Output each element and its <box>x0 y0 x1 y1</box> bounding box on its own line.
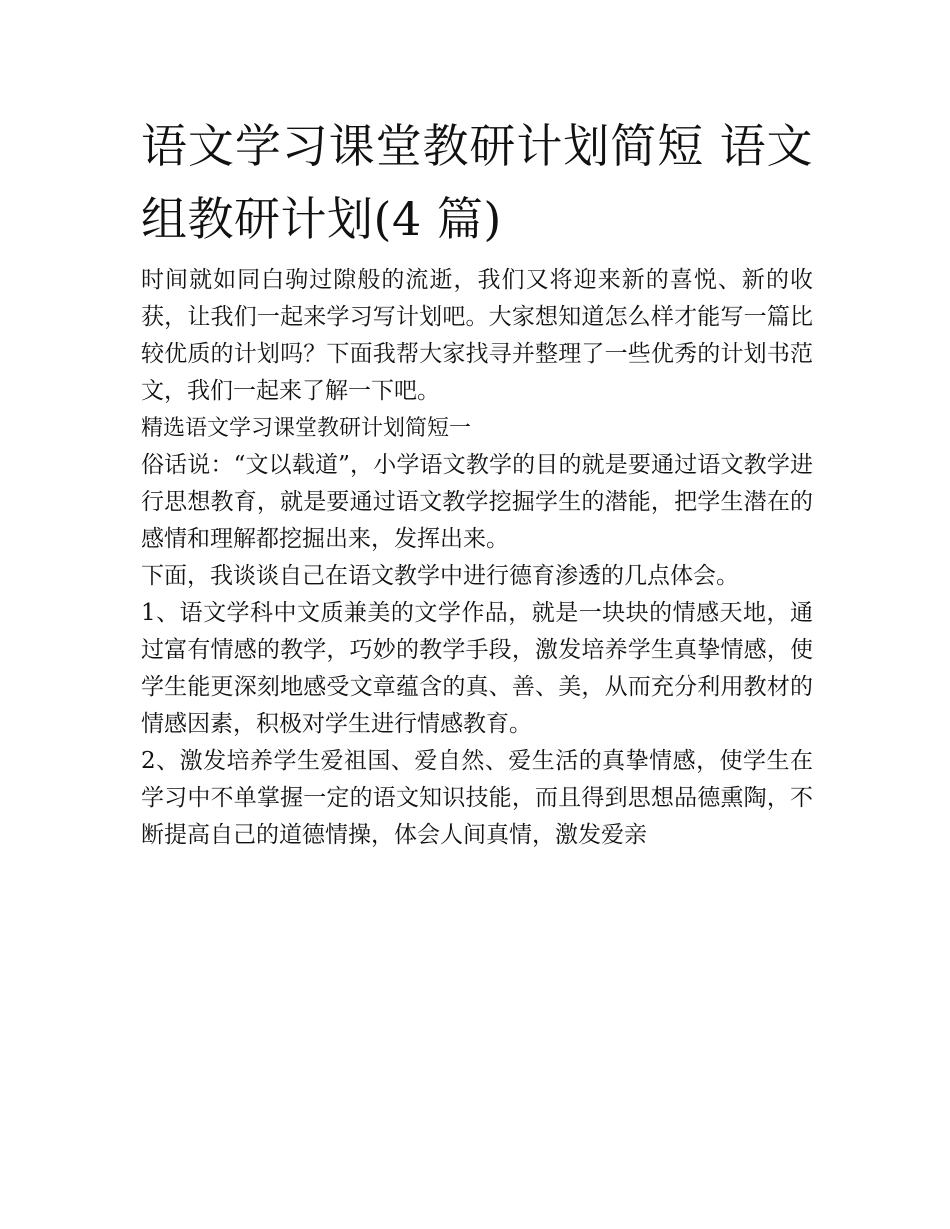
body-paragraph-1: 俗话说：“文以载道”，小学语文教学的目的就是要通过语文教学进行思想教育，就是要通过语文教学挖掘学生的潜能，把学生潜在的感情和理解都挖掘出来，发挥出来。 <box>141 452 813 552</box>
body-paragraph-4: 2、激发培养学生爱祖国、爱自然、爱生活的真挚情感，使学生在学习中不单掌握一定的语文知识技能，而且得到思想品德熏陶，不断提高自己的道德情操，体会人间真情，激发爱亲 <box>141 748 813 848</box>
section-heading: 精选语文学习课堂教研计划简短一 <box>141 416 472 441</box>
body-paragraph-2: 下面，我谈谈自己在语文教学中进行德育渗透的几点体会。 <box>141 563 739 589</box>
document-page <box>141 110 813 854</box>
intro-paragraph: 时间就如同白驹过隙般的流逝，我们又将迎来新的喜悦、新的收获，让我们一起来学习写计划吧。大家想知道怎么样才能写一篇比较优质的计划吗？下面我帮大家找寻并整理了一些优秀的计划书范文，我们一起来了解一下吧。 <box>141 267 813 404</box>
document-title: 语文学习课堂教研计划简短 语文组教研计划(4 篇) <box>141 119 813 246</box>
body-paragraph-3: 1、语文学科中文质兼美的文学作品，就是一块块的情感天地，通过富有情感的教学，巧妙的教学手段，激发培养学生真挚情感，使学生能更深刻地感受文章蕴含的真、善、美，从而充分利用教材的情感因素，积极对学生进行情感教育。 <box>141 600 813 737</box>
